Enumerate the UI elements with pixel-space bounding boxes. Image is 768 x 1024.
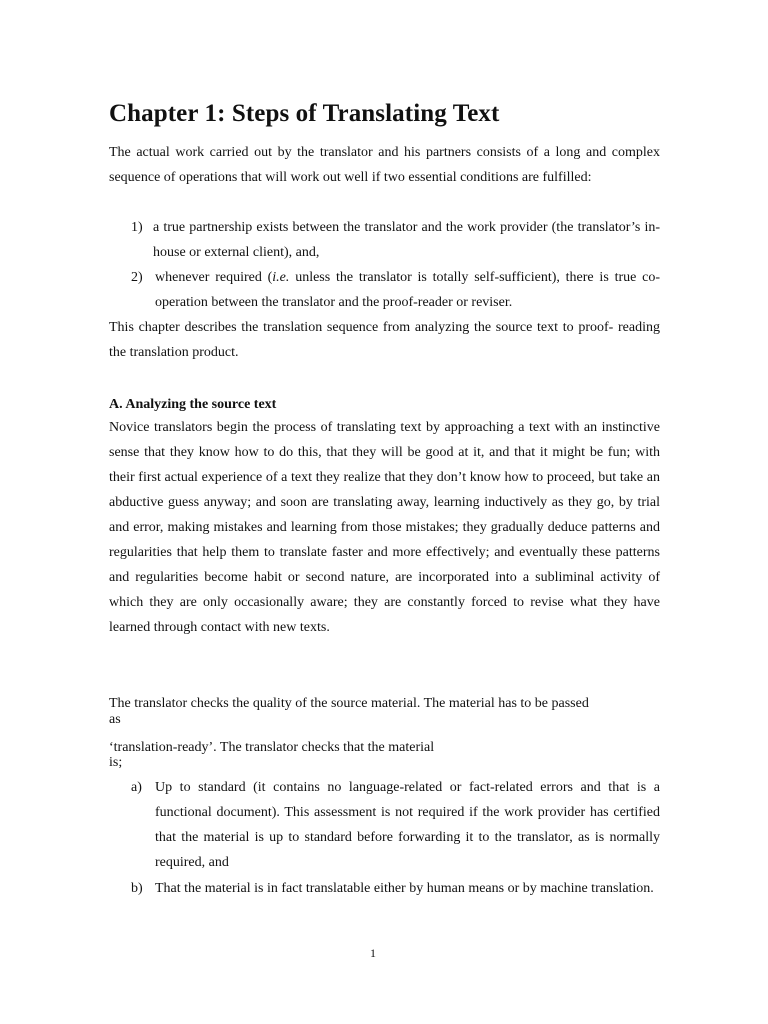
- condition-2-pre: whenever required (: [155, 270, 273, 285]
- section-a-heading: A. Analyzing the source text: [109, 397, 277, 412]
- condition-1-text: a true partnership exists between the translator and the work provider (the translator’s in-house or external client), and,: [153, 220, 660, 260]
- chapter-title: Chapter 1: Steps of Translating Text: [109, 100, 500, 127]
- condition-2-post: unless the translator is totally self-sufficient), there is true co-operation between the translator and the proof-reader or reviser.: [155, 270, 660, 310]
- check-a-text: Up to standard (it contains no language-related or fact-related errors and that is a functional document). This assessment is not required if the work provider has certified that the material is up to standard before forwarding it to the translator, as is normally required, and: [155, 780, 660, 870]
- condition-2-marker: 2): [131, 270, 143, 285]
- quality-line-1b: as: [109, 712, 121, 727]
- intro-paragraph: The actual work carried out by the translator and his partners consists of a long and complex sequence of operations that will work out well if two essential conditions are fulfilled:: [109, 145, 660, 185]
- check-a-marker: a): [131, 780, 142, 795]
- check-b-marker: b): [131, 881, 143, 896]
- quality-line-2b: is;: [109, 755, 123, 770]
- quality-line-1: The translator checks the quality of the source material. The material has to be passed: [109, 696, 589, 711]
- condition-2-text: [155, 265, 660, 315]
- page-number: 1: [370, 946, 376, 960]
- section-a-body: Novice translators begin the process of translating text by approaching a text with an instinctive sense that they know how to do this, that they will be good at it, and that it might be fun; with their first actual experience of a text they realize that they don’t know how to proceed, but take an abductive guess anyway; and soon are translating away, learning inductively as they go, by trial and error, making mistakes and learning from those mistakes; they gradually deduce patterns and regularities that help them to translate faster and more effectively; and eventually these patterns and regularities become habit or second nature, are incorporated into a subliminal activity of which they are only occasionally aware; they are constantly forced to revise what they have learned through contact with new texts.: [109, 420, 660, 635]
- condition-1-marker: 1): [131, 220, 143, 235]
- quality-line-2: ‘translation-ready’. The translator checks that the material: [109, 740, 435, 755]
- chapter-description: This chapter describes the translation sequence from analyzing the source text to proof- reading the translation product.: [109, 320, 660, 360]
- condition-2-italic: i.e.: [272, 270, 290, 285]
- check-b-text: That the material is in fact translatable either by human means or by machine translation.: [155, 881, 654, 896]
